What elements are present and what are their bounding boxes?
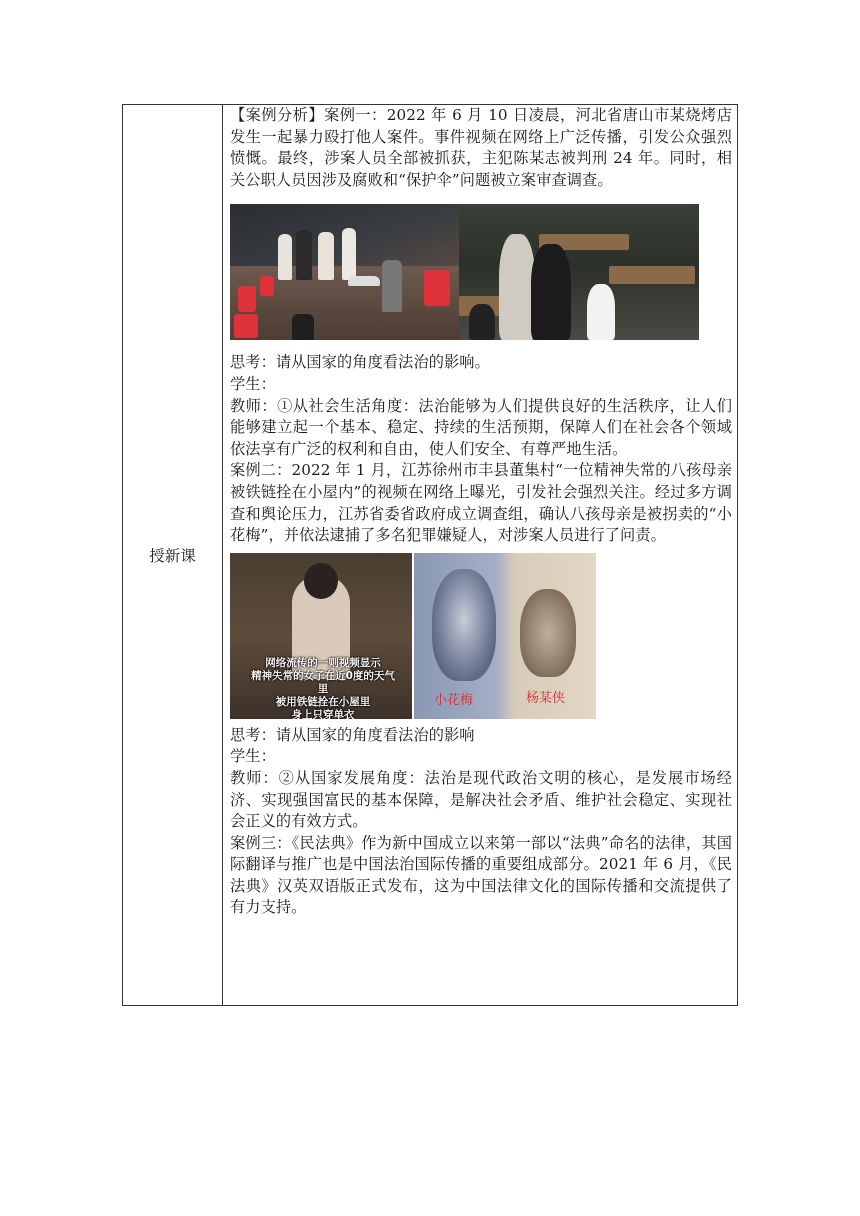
section-label: 授新课 xyxy=(149,547,196,565)
video-caption: 网络流传的一则视频显示 精神失常的女子在近0度的天气里 被用铁链拴在小屋里 身上只穿单衣 xyxy=(251,656,395,719)
section-label-cell xyxy=(123,105,223,1005)
case-two-images xyxy=(230,553,732,719)
portrait-comparison-photo xyxy=(414,553,596,719)
think-question-two: 思考：请从国家的角度看法治的影响 xyxy=(230,725,475,744)
teacher-answer-two: 教师：②从国家发展角度：法治是现代政治文明的核心，是发展市场经济、实现强国富民的基本保障，是解决社会矛盾、维护社会稳定、实现社会正义的有效方式。 xyxy=(230,768,732,831)
case-one-images xyxy=(230,204,732,340)
think-question-one: 思考：请从国家的角度看法治的影响。 xyxy=(230,353,490,372)
case-two-paragraph: 案例二：2022 年 1 月，江苏徐州市丰县董集村“一位精神失常的八孩母亲被铁链拴在小屋内”的视频在网络上曝光，引发社会强烈关注。经过多方调查和舆论压力，江苏省委省政府成立调查组，确认八孩母亲是被拐卖的“小花梅”，并依法逮捕了多名犯罪嫌疑人，对涉案人员进行了问责。 xyxy=(230,461,732,545)
teacher-answer-one: 教师：①从社会生活角度：法治能够为人们提供良好的生活秩序，让人们能够建立起一个基本、稳定、持续的生活预期，保障人们在社会各个领域依法享有广泛的权利和自由，使人们安全、有尊严地生活。 xyxy=(230,396,732,458)
case-one-paragraph: 【案例分析】案例一：2022 年 6 月 10 日凌晨，河北省唐山市某烧烤店发生一起暴力殴打他人案件。事件视频在网络上广泛传播，引发公众强烈愤慨。最终，涉案人员全部被抓获，主犯陈某志被判刑 24 年。同时，相关公职人员因涉及腐败和“保护伞”问题被立案审查调查。 xyxy=(230,106,732,189)
bbq-restaurant-photo xyxy=(230,204,459,340)
name-label-right: 杨某侠 xyxy=(526,690,566,706)
student-label-one: 学生： xyxy=(230,374,276,393)
name-label-left: 小花梅 xyxy=(434,692,474,708)
student-label-two: 学生： xyxy=(230,747,276,766)
chained-woman-photo xyxy=(230,553,412,719)
lesson-table xyxy=(122,104,738,1006)
case-three-paragraph: 案例三：《民法典》作为新中国成立以来第一部以“法典”命名的法律，其国际翻译与推广也是中国法治国际传播的重要组成部分。2021 年 6 月，《民法典》汉英双语版正式发布，这为中国法律文化的国际传播和交流提供了有力支持。 xyxy=(230,833,732,917)
content-cell xyxy=(230,105,732,919)
restaurant-interior-photo xyxy=(459,204,699,340)
